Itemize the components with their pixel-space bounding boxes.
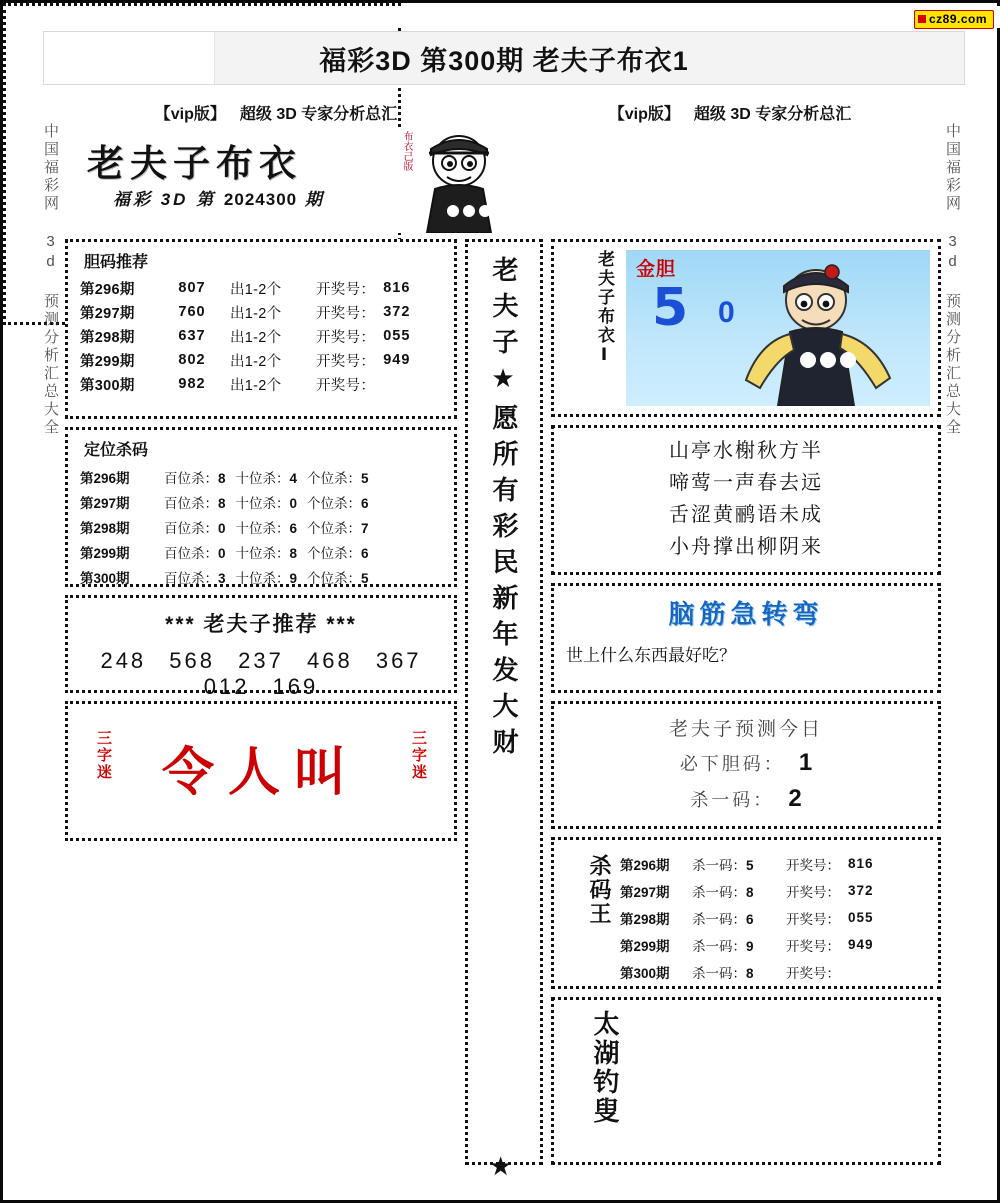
- draw-label: 开奖号：: [786, 938, 840, 954]
- tuijian-number: 568: [169, 648, 216, 673]
- danma-title: 胆码推荐: [84, 254, 149, 271]
- brand-sub-prefix: 福彩 3D 第: [113, 190, 217, 209]
- vip-tag-left: 【vip版】: [154, 105, 226, 123]
- brand-sub-number: 2024300: [223, 190, 298, 209]
- vip-strip: [49, 99, 957, 125]
- sha-cell: [692, 935, 778, 955]
- tuijian-title: *** 老夫子推荐 ***: [165, 613, 357, 636]
- shi-value: 0: [289, 495, 298, 511]
- draw-label: 开奖号：: [316, 281, 376, 298]
- table-row: [68, 300, 454, 324]
- forecast-value: 1: [798, 749, 813, 776]
- table-row: [68, 514, 454, 539]
- cartoon-label: 老夫子布衣Ⅰ: [595, 250, 614, 367]
- cartoon-image: [626, 250, 930, 406]
- bai-label: [164, 542, 226, 562]
- sha-value: 9: [746, 938, 754, 954]
- sha-cell: [692, 962, 778, 982]
- sha-label: 杀一码：: [692, 911, 746, 927]
- code-value: 760: [178, 304, 206, 320]
- taihu-label: 太湖钓叟: [590, 1010, 620, 1126]
- ge-label: [307, 492, 369, 512]
- draw-number: 372: [383, 304, 411, 320]
- table-row: [68, 539, 454, 564]
- top-bar: [6, 6, 1000, 28]
- draw-label: 开奖号：: [786, 857, 840, 873]
- brand-title: 老夫子布衣: [87, 142, 302, 185]
- bai-value: 3: [218, 570, 226, 586]
- vip-text-left: 超级 3D 专家分析总汇: [239, 105, 398, 123]
- issue-label: 第297期: [620, 884, 670, 900]
- sha-label: 杀一码：: [692, 884, 746, 900]
- ge-value: 6: [361, 495, 369, 511]
- vip-cell-right: [503, 99, 957, 125]
- out-count: 出1-2个: [230, 305, 282, 322]
- issue-label: 第296期: [620, 857, 670, 873]
- poem-line: 小舟撑出柳阴来: [669, 536, 823, 558]
- cartoon-character-icon: [724, 256, 924, 406]
- sha-label: 杀一码：: [692, 965, 746, 981]
- out-count: 出1-2个: [230, 377, 282, 394]
- shi-label: [236, 567, 298, 587]
- draw-number: 949: [848, 937, 874, 952]
- shi-label-text: 十位杀：: [235, 495, 290, 511]
- table-row: [68, 372, 454, 396]
- sha-label: 杀一码：: [692, 938, 746, 954]
- ge-label-text: 个位杀：: [307, 470, 362, 486]
- forecast-label: 必下胆码：: [679, 754, 785, 774]
- bai-value: 8: [218, 495, 226, 511]
- draw-label: 开奖号：: [316, 305, 376, 322]
- draw-number: 372: [848, 883, 874, 898]
- issue-label: 第298期: [80, 329, 135, 346]
- bai-label-text: 百位杀：: [164, 495, 218, 511]
- bai-label: [164, 567, 226, 587]
- tuijian-number: 468: [306, 648, 353, 673]
- poem-line: 舌涩黄鹂语未成: [669, 504, 823, 526]
- ge-label: [307, 467, 369, 487]
- forecast-title: 老夫子预测今日: [668, 718, 823, 740]
- tuijian-numbers: [68, 648, 454, 700]
- ge-label: [307, 517, 369, 537]
- brand-subtitle: [113, 185, 325, 210]
- site-logo-badge: [914, 10, 994, 29]
- ge-label: [307, 542, 369, 562]
- sanzi-main-text: 令人叫: [161, 743, 360, 803]
- issue-label: 第296期: [80, 281, 135, 298]
- shi-label: [236, 492, 298, 512]
- header-blank-block: [44, 32, 215, 84]
- cartoon-small-number: 0: [718, 296, 735, 329]
- draw-label: 开奖号：: [316, 329, 376, 346]
- draw-number: 816: [848, 856, 874, 871]
- sha-cell: [692, 908, 778, 928]
- draw-number: 055: [848, 910, 874, 925]
- bai-label-text: 百位杀：: [164, 520, 218, 536]
- draw-label: 开奖号：: [316, 377, 376, 394]
- bai-label-text: 百位杀：: [164, 545, 218, 561]
- draw-number: 055: [383, 328, 411, 344]
- shi-label-text: 十位杀：: [235, 545, 290, 561]
- draw-label: 开奖号：: [786, 911, 840, 927]
- site-logo-text: cz89.com: [928, 12, 987, 26]
- side-decoration-right: 中国福彩网 3d 预测分析汇总大全: [944, 123, 961, 437]
- side-decoration-left: 中国福彩网 3d 预测分析汇总大全: [42, 123, 59, 437]
- sha-cell: [692, 881, 778, 901]
- ge-value: 5: [361, 570, 369, 586]
- shi-value: 4: [289, 470, 298, 486]
- tuijian-number: 169: [272, 674, 319, 699]
- table-row: [620, 877, 932, 904]
- sanzi-tag-right: 三字迷: [410, 730, 427, 781]
- ge-value: 6: [361, 545, 369, 561]
- mascot-stamp-text: 布衣己版: [401, 131, 412, 171]
- draw-number: 949: [383, 352, 411, 368]
- dingwei-shama-box: [65, 427, 457, 587]
- table-row: [68, 489, 454, 514]
- star-icon: ★: [489, 1151, 513, 1181]
- code-value: 982: [178, 376, 206, 392]
- sanzi-riddle-box: [65, 701, 457, 841]
- issue-label: 第298期: [80, 520, 130, 536]
- issue-label: 第299期: [620, 938, 670, 954]
- issue-label: 第298期: [620, 911, 670, 927]
- shi-label-text: 十位杀：: [235, 570, 290, 586]
- brain-teaser-question: 世上什么东西最好吃？: [566, 646, 736, 665]
- table-row: [68, 348, 454, 372]
- page-header: [43, 31, 965, 85]
- page-title: 福彩3D 第300期 老夫子布衣1: [319, 45, 689, 76]
- mascot-illustration: [395, 127, 515, 233]
- bai-value: 0: [218, 545, 226, 561]
- draw-label: 开奖号：: [786, 884, 840, 900]
- shi-label: [236, 542, 298, 562]
- out-count: 出1-2个: [230, 353, 282, 370]
- cartoon-box: [551, 239, 941, 417]
- poem-line: 啼莺一声春去远: [669, 472, 823, 494]
- shi-label: [236, 467, 298, 487]
- shama-king-box: [551, 837, 941, 989]
- danma-recommend-box: [65, 239, 457, 419]
- sanzi-tag-left: 三字迷: [95, 730, 112, 781]
- bai-label-text: 百位杀：: [164, 570, 218, 586]
- sha-label: 杀一码：: [692, 857, 746, 873]
- brain-teaser-box: [551, 583, 941, 693]
- dingwei-title: 定位杀码: [84, 442, 149, 459]
- out-count: 出1-2个: [230, 281, 282, 298]
- taihu-box: [551, 997, 941, 1165]
- shi-label-text: 十位杀：: [235, 520, 290, 536]
- ge-label-text: 个位杀：: [307, 520, 362, 536]
- table-row: [68, 324, 454, 348]
- vip-text-right: 超级 3D 专家分析总汇: [693, 105, 852, 123]
- cartoon-big-number: 5: [652, 278, 689, 338]
- bai-value: 8: [218, 470, 226, 486]
- draw-number: 816: [383, 280, 411, 296]
- shama-rows: [620, 850, 932, 985]
- tuijian-number: 367: [375, 648, 422, 673]
- issue-label: 第296期: [80, 470, 130, 486]
- red-dot-icon: [918, 15, 926, 23]
- bai-label: [164, 467, 226, 487]
- poem-box: [551, 425, 941, 575]
- shi-value: 9: [289, 570, 298, 586]
- table-row: [620, 904, 932, 931]
- ge-value: 7: [361, 520, 369, 536]
- tuijian-number: 237: [238, 648, 284, 673]
- ge-label-text: 个位杀：: [307, 570, 362, 586]
- ge-value: 5: [361, 470, 369, 486]
- table-row: [620, 931, 932, 958]
- vip-cell-left: [49, 99, 503, 125]
- issue-label: 第300期: [620, 965, 670, 981]
- center-slogan-text: 老夫子★愿所有彩民新年发大财: [489, 256, 519, 764]
- ge-label: [307, 567, 369, 587]
- issue-label: 第300期: [80, 570, 130, 586]
- table-row: [68, 564, 454, 589]
- shi-value: 8: [289, 545, 298, 561]
- shama-king-label: 杀码王: [587, 854, 612, 926]
- tuijian-number: 248: [100, 648, 147, 673]
- tuijian-box: [65, 595, 457, 699]
- issue-label: 第299期: [80, 353, 135, 370]
- issue-label: 第297期: [80, 495, 130, 511]
- forecast-box: [551, 701, 941, 829]
- sha-value: 6: [746, 911, 754, 927]
- sha-cell: [692, 854, 778, 874]
- forecast-label: 杀一码：: [690, 790, 775, 810]
- shi-label: [236, 517, 298, 537]
- bai-label: [164, 492, 226, 512]
- draw-label: 开奖号：: [316, 353, 376, 370]
- shi-value: 6: [289, 520, 298, 536]
- poem-line: 山亭水榭秋方半: [669, 440, 823, 462]
- forecast-value: 2: [788, 785, 802, 812]
- brand-banner: [71, 127, 521, 233]
- ge-label-text: 个位杀：: [307, 545, 362, 561]
- out-count: 出1-2个: [230, 329, 282, 346]
- ge-label-text: 个位杀：: [307, 495, 362, 511]
- dingwei-rows: [68, 464, 454, 589]
- table-row: [620, 850, 932, 877]
- forecast-row: [554, 785, 938, 813]
- sha-value: 5: [746, 857, 754, 873]
- center-slogan-column: [465, 239, 543, 1165]
- bai-label-text: 百位杀：: [164, 470, 218, 486]
- vip-tag-right: 【vip版】: [608, 105, 680, 123]
- table-row: [68, 464, 454, 489]
- table-row: [68, 276, 454, 300]
- code-value: 637: [178, 328, 206, 344]
- issue-label: 第299期: [80, 545, 130, 561]
- draw-label: 开奖号：: [786, 965, 840, 981]
- bai-value: 0: [218, 520, 226, 536]
- table-row: [620, 958, 932, 985]
- sanzi-wrap: [68, 704, 454, 838]
- forecast-row: [554, 749, 938, 777]
- brand-sub-suffix: 期: [304, 190, 325, 209]
- issue-label: 第297期: [80, 305, 135, 322]
- mascot-svg-icon: [395, 127, 515, 233]
- gold-dan-text: [636, 254, 676, 281]
- code-value: 802: [178, 352, 206, 368]
- tuijian-number: 012: [203, 674, 250, 699]
- danma-rows: [68, 276, 454, 396]
- issue-label: 第300期: [80, 377, 135, 394]
- sha-value: 8: [746, 884, 754, 900]
- brain-teaser-title: 脑筋急转弯: [668, 599, 824, 629]
- code-value: 807: [178, 280, 206, 296]
- bai-label: [164, 517, 226, 537]
- sha-value: 8: [746, 965, 754, 981]
- shi-label-text: 十位杀：: [235, 470, 290, 486]
- gold-dan-label: 金胆: [636, 259, 677, 280]
